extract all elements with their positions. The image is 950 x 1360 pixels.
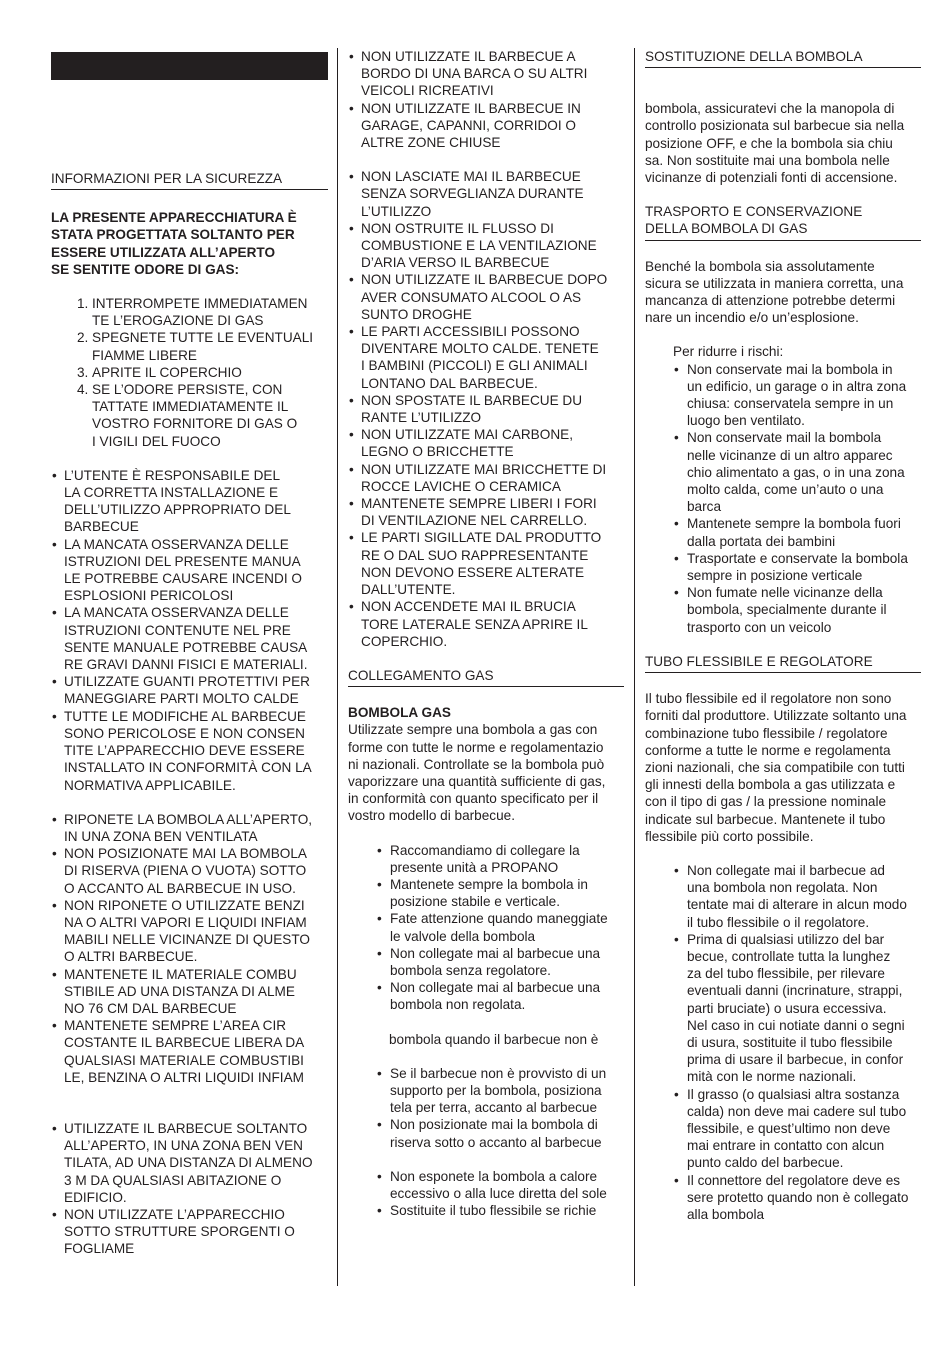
gas-steps-list [51,295,328,450]
list-item [673,1086,921,1172]
list-item-line: chio alimentato a gas, o in una zona [687,464,905,480]
step-line: VOSTRO FORNITORE DI GAS O [92,416,298,432]
list-item-line: D’ARIA VERSO IL BARBECUE [361,255,550,271]
list-item [51,1120,328,1206]
list-item-line: TORE LATERALE SENZA APRIRE IL [361,616,588,632]
list-item [51,1017,328,1086]
text-line: DELLA BOMBOLA DI GAS [645,221,808,237]
list-item-line: COMBUSTIONE E LA VENTILAZIONE [361,238,597,254]
list-item-line: COPERCHIO. [361,633,448,649]
list-item-line: • NON RIPONETE O UTILIZZATE BENZI [64,897,305,913]
list-item [673,584,921,636]
gas-connection-heading: COLLEGAMENTO GAS [348,667,624,687]
text-line: combinazione tubo flessibile / regolatore [645,725,888,741]
list-item-line: • LE PARTI ACCESSIBILI POSSONO [361,324,580,340]
list-item-line: una bombola non regolata. Non [687,880,878,896]
text-line: forme con tutte le norme e regolamentazio [348,739,604,755]
list-item-line: SOTTO STRUTTURE SPORGENTI O [64,1224,295,1240]
numbered-step [51,295,328,329]
list-item-line: • NON UTILIZZATE MAI BRICCHETTE DI [361,461,607,477]
list-item [51,673,328,707]
list-item-line: bombola senza regolatore. [390,962,551,978]
column-divider-left [337,48,338,1286]
text-line: sa. Non sostituite mai una bombola nelle [645,152,890,168]
hose-paragraph [645,690,921,845]
list-item-line: barca [687,499,722,515]
text-line: LA PRESENTE APPARECCHIATURA È [51,210,297,226]
list-item-line: • LA MANCATA OSSERVANZA DELLE [64,605,289,621]
list-item-line: posizione stabile e verticale. [390,894,561,910]
list-item [376,979,624,1013]
list-item-line: • Non posizionate mai la bombola di [390,1117,598,1133]
list-item-line: • TUTTE LE MODIFICHE AL BARBECUE [64,708,306,724]
list-item-line: trasporto con un veicolo [687,619,832,635]
list-item-line: SUNTO DROGHE [361,306,472,322]
safety-list-1 [51,467,328,794]
list-item-line: eventuali danni (incrinature, strappi, [687,983,903,999]
list-item-line: flessibile, e quest’ultimo non deve [687,1120,891,1136]
list-item-line: • NON OSTRUITE IL FLUSSO DI [361,220,554,236]
list-item [51,845,328,897]
step-line: SPEGNETE TUTTE LE EVENTUALI [92,330,314,346]
cylinder-list-1 [376,842,624,1014]
list-item [51,897,328,966]
list-item-line: MANEGGIARE PARTI MOLTO CALDE [64,691,299,707]
list-item-line: • UTILIZZATE GUANTI PROTETTIVI PER [64,674,310,690]
list-item-line: • Non esponete la bombola a calore [390,1168,598,1184]
list-item-line: VEICOLI RICREATIVI [361,83,494,99]
step-line: TATTATE IMMEDIATAMENTE IL [92,399,289,415]
list-item-line: • NON UTILIZZATE L’APPARECCHIO [64,1206,285,1222]
text-line: bombola, assicuratevi che la manopola di [645,101,895,117]
list-item-line: • Mantenete sempre la bombola in [390,876,588,892]
column-middle [348,48,624,1219]
cylinder-paragraph [348,721,624,824]
list-item-line: LEGNO O BRICCHETTE [361,444,514,460]
list-item-line: • Il grasso (o qualsiasi altra sostanza [687,1086,900,1102]
numbered-step [51,364,328,381]
text-line: vostro modello di barbecue. [348,808,515,824]
step-number: 1. [77,296,89,312]
list-item [51,467,328,536]
list-item [376,842,624,876]
list-item-line: mità con le norme nazionali. [687,1069,857,1085]
list-item-line: IN UNA ZONA BEN VENTILATA [64,828,258,844]
list-item [51,1206,328,1258]
list-item-line: DELL’UTILIZZO APPROPRIATO DEL [64,502,291,518]
safety-heading: INFORMAZIONI PER LA SICUREZZA [51,170,328,190]
list-item-line: I BAMBINI (PICCOLI) E GLI ANIMALI [361,358,588,374]
list-item-line: ALTRE ZONE CHIUSE [361,135,501,151]
cylinder-list-2 [376,1065,624,1151]
list-item [673,1172,921,1224]
list-item-line: DI RISERVA (PIENA O VUOTA) SOTTO [64,863,307,879]
hose-regulator-heading: TUBO FLESSIBILE E REGOLATORE [645,653,921,673]
list-item-line: LE POTREBBE CAUSARE INCENDI O [64,571,302,587]
list-item-line: • Trasportate e conservate la bombola [687,550,908,566]
step-line: FIAMME LIBERE [92,347,197,363]
list-item-line: RANTE L’UTILIZZO [361,410,482,426]
list-item-line: ALL’APERTO, IN UNA ZONA BEN VEN [64,1138,303,1154]
text-line: STATA PROGETTATA SOLTANTO PER [51,227,295,243]
text-line: posizione OFF, e che la bombola sia chiu [645,135,893,151]
list-item-line: FOGLIAME [64,1241,135,1257]
text-line: vaporizzare una quantità sufficiente di gas, [348,773,606,789]
numbered-step [51,381,328,450]
list-item-line: COSTANTE IL BARBECUE LIBERA DA [64,1035,305,1051]
list-item-line: bombola, specialmente durante il [687,602,887,618]
list-item [673,361,921,430]
column-divider-right [634,48,635,1286]
text-line: forniti dal produttore. Utilizzate soltanto una [645,708,907,724]
text-line: conforme a tutte le norme e regolamenta [645,742,891,758]
list-item-line: ESPLOSIONI PERICOLOSI [64,588,234,604]
text-line: zioni nazionali, che sia compatibile con tutti [645,759,905,775]
list-item-line: ISTRUZIONI DEL PRESENTE MANUA [64,553,301,569]
list-item-line: • LA MANCATA OSSERVANZA DELLE [64,536,289,552]
warning-list-2 [348,168,624,650]
cylinder-loose-line: bombola quando il barbecue non è [389,1031,599,1047]
list-item [376,876,624,910]
list-item-line: • Non fumate nelle vicinanze della [687,585,883,601]
text-line: sicura se utilizzata in maniera corretta, una [645,275,904,291]
list-item [51,708,328,794]
list-item-line: RE O DAL SUO RAPPRESENTANTE [361,547,589,563]
step-line: I VIGILI DEL FUOCO [92,433,221,449]
list-item-line: prima di usare il barbecue, in confor [687,1052,904,1068]
list-item [51,811,328,845]
list-item [348,392,624,426]
list-item-line: il tubo flessibile o il regolatore. [687,914,870,930]
cylinder-replacement-paragraph [645,100,921,186]
list-item-line: BORDO DI UNA BARCA O SU ALTRI [361,66,588,82]
list-item-line: • Prima di qualsiasi utilizzo del bar [687,931,885,947]
list-item-line: 3 M DA QUALSIASI ABITAZIONE O [64,1172,282,1188]
cylinder-list-3 [376,1168,624,1220]
list-item [376,1116,624,1150]
list-item [348,168,624,220]
cylinder-replacement-heading: SOSTITUZIONE DELLA BOMBOLA [645,48,921,68]
list-item [51,604,328,673]
list-item-line: RE GRAVI DANNI FISICI E MATERIALI. [64,657,308,673]
list-item-line: • Non collegate mai il barbecue ad [687,862,885,878]
list-item-line: STIBILE AD UNA DISTANZA DI ALME [64,983,295,999]
text-line: vicinanze di potenziali fonti di accensione. [645,170,898,186]
list-item-line: DIVENTARE MOLTO CALDE. TENETE [361,341,599,357]
list-item-line: • Raccomandiamo di collegare la [390,842,580,858]
list-item-line: SONO PERICOLOSE E NON CONSEN [64,725,305,741]
list-item-line: • Non collegate mai al barbecue una [390,980,601,996]
numbered-step [51,329,328,363]
list-item-line: supporto per la bombola, posiziona [390,1082,602,1098]
text-line: ni nazionali. Controllate se la bombola può [348,756,605,772]
list-item [673,862,921,931]
list-item-line: LA CORRETTA INSTALLAZIONE E [64,485,279,501]
list-item-line: • MANTENETE SEMPRE LIBERI I FORI [361,496,597,512]
list-item-line: QUALSIASI MATERIALE COMBUSTIBI [64,1052,304,1068]
list-item-line: DALL’UTENTE. [361,582,456,598]
list-item [348,495,624,529]
outdoor-warning [51,209,328,278]
list-item-line: parti bruciate) o usura eccessiva. [687,1000,887,1016]
list-item-line: • NON UTILIZZATE IL BARBECUE A [361,49,576,64]
list-item-line: TILATA, AD UNA DISTANZA DI ALMENO [64,1155,313,1171]
hose-list [673,862,921,1223]
list-item-line: • LE PARTI SIGILLATE DAL PRODUTTO [361,530,602,546]
list-item-line: BARBECUE [64,519,139,535]
list-item-line: GARAGE, CAPANNI, CORRIDOI O [361,117,577,133]
list-item-line: alla bombola [687,1206,765,1222]
list-item-line: SENTE MANUALE POTREBBE CAUSA [64,639,308,655]
step-line: TE L’EROGAZIONE DI GAS [92,313,264,329]
list-item-line: eccessivo o alla luce diretta del sole [390,1185,607,1201]
list-item [348,426,624,460]
list-item-line: • RIPONETE LA BOMBOLA ALL’APERTO, [64,811,313,827]
text-line: indicate sul barbecue. Mantenete il tubo [645,811,886,827]
list-item-line: • NON ACCENDETE MAI IL BRUCIA [361,599,576,615]
text-line: in conformità con quanto specificato per il [348,791,599,807]
list-item-line: SENZA SORVEGLIANZA DURANTE [361,186,584,202]
transport-heading [645,203,921,240]
list-item [348,271,624,323]
safety-list-3 [51,1120,328,1258]
list-item-line: O ACCANTO AL BARBECUE IN USO. [64,880,296,896]
warning-list-1 [348,48,624,151]
list-item-line: tentate mai di alterare in alcun modo [687,897,907,913]
list-item-line: • Non conservate mail la bombola [687,430,882,446]
list-item-line: riserva sotto o accanto al barbecue [390,1134,602,1150]
list-item [348,598,624,650]
text-line: Il tubo flessibile ed il regolatore non sono [645,691,892,707]
list-item-line: • NON UTILIZZATE IL BARBECUE IN [361,100,581,116]
text-line: SE SENTITE ODORE DI GAS: [51,261,240,277]
list-item-line: bombola non regolata. [390,997,526,1013]
list-item-line: presente unità a PROPANO [390,859,559,875]
list-item-line: • NON POSIZIONATE MAI LA BOMBOLA [64,846,307,862]
list-item-line: ISTRUZIONI CONTENUTE NEL PRE [64,622,291,638]
list-item [673,550,921,584]
list-item-line: • NON UTILIZZATE IL BARBECUE DOPO [361,272,608,288]
list-item-line: • Se il barbecue non è provvisto di un [390,1065,607,1081]
list-item-line: ROCCE LAVICHE O CERAMICA [361,478,561,494]
list-item-line: • UTILIZZATE IL BARBECUE SOLTANTO [64,1120,308,1136]
step-number: 3. [77,364,89,380]
text-line: gli innesti della bombola a gas utilizzata e [645,777,896,793]
list-item [348,461,624,495]
list-item-line: LONTANO DAL BARBECUE. [361,375,538,391]
transport-paragraph [645,258,921,327]
text-line: nare un incendio e/o un’esplosione. [645,310,859,326]
list-item-line: • NON SPOSTATE IL BARBECUE DU [361,392,583,408]
risk-list [673,361,921,636]
step-line: INTERROMPETE IMMEDIATAMEN [92,296,308,312]
list-item-line: MABILI NELLE VICINANZE DI QUESTO [64,932,311,948]
list-item-line: luogo ben ventilato. [687,413,805,429]
list-item [376,1065,624,1117]
text-line: Benché la bombola sia assolutamente [645,258,875,274]
list-item-line: • MANTENETE SEMPRE L’AREA CIR [64,1018,287,1034]
list-item-line: NON DEVONO ESSERE ALTERATE [361,564,585,580]
step-number: 2. [77,330,89,346]
list-item-line: sempre in posizione verticale [687,568,863,584]
column-right [645,48,921,1223]
list-item [376,945,624,979]
list-item-line: LE, BENZINA O ALTRI LIQUIDI INFIAM [64,1069,304,1085]
list-item-line: DI VENTILAZIONE NEL CARRELLO. [361,513,588,529]
list-item-line: INSTALLATO IN CONFORMITÀ CON LA [64,760,312,776]
list-item-line: • L’UTENTE È RESPONSABILE DEL [64,467,281,483]
list-item [673,515,921,549]
text-line: TRASPORTO E CONSERVAZIONE [645,204,863,220]
list-item-line: sere protetto quando non è collegato [687,1189,909,1205]
list-item [376,1202,624,1219]
list-item-line: un edificio, un garage o in altra zona [687,378,907,394]
list-item-line: L’UTILIZZO [361,203,432,219]
list-item-line: tela per terra, accanto al barbecue [390,1100,598,1116]
list-item [348,48,624,100]
list-item-line: AVER CONSUMATO ALCOOL O AS [361,289,582,305]
safety-list-2 [51,811,328,1086]
list-item-line: za del tubo flessibile, per rilevare [687,966,885,982]
list-item-line: • Non collegate mai al barbecue una [390,945,601,961]
risk-intro: Per ridurre i rischi: [673,344,784,360]
list-item-line: Nel caso in cui notiate danni o segni [687,1017,905,1033]
list-item-line: • Sostituite il tubo flessibile se richie [390,1203,597,1219]
text-line: ESSERE UTILIZZATA ALL’APERTO [51,244,276,260]
cylinder-title: BOMBOLA GAS [348,705,451,721]
list-item [673,429,921,515]
list-item-line: di usura, sostituite il tubo flessibile [687,1034,893,1050]
list-item-line: mai entrare in contatto con alcun [687,1138,885,1154]
list-item-line: molto calda, come un’auto o una [687,482,884,498]
list-item [51,966,328,1018]
list-item-line: calda) non deve mai cadere sul tubo [687,1103,907,1119]
list-item-line: • MANTENETE IL MATERIALE COMBU [64,966,297,982]
list-item-line: NO 76 CM DAL BARBECUE [64,1000,237,1016]
list-item-line: • Fate attenzione quando maneggiate [390,911,608,927]
text-line: flessibile più corto possibile. [645,828,814,844]
step-number: 4. [77,382,89,398]
list-item-line: nelle vicinanze di un altro apparec [687,447,893,463]
list-item [376,1168,624,1202]
list-item-line: EDIFICIO. [64,1189,127,1205]
list-item [348,220,624,272]
list-item-line: TITE L’APPARECCHIO DEVE ESSERE [64,743,305,759]
list-item-line: NORMATIVA APPLICABILE. [64,777,236,793]
text-line: controllo posizionata sul barbecue sia nella [645,118,905,134]
list-item-line: • NON LASCIATE MAI IL BARBECUE [361,169,581,185]
step-line: APRITE IL COPERCHIO [92,364,242,380]
text-line: con il tipo di gas / la pressione nominale [645,794,887,810]
text-line: mancanza di attenzione potrebbe determi [645,293,896,309]
list-item [51,536,328,605]
list-item-line: dalla portata dei bambini [687,533,836,549]
step-line: SE L’ODORE PERSISTE, CON [92,382,283,398]
list-item [376,910,624,944]
list-item-line: • Mantenete sempre la bombola fuori [687,516,901,532]
list-item-line: punto caldo del barbecue. [687,1155,844,1171]
list-item [348,323,624,392]
list-item [673,931,921,1086]
list-item-line: O ALTRI BARBECUE. [64,949,198,965]
list-item-line: le valvole della bombola [390,928,536,944]
list-item-line: chiusa: conservatela sempre in un [687,396,894,412]
text-line: Utilizzate sempre una bombola a gas con [348,722,598,738]
list-item [348,100,624,152]
list-item-line: NA O ALTRI VAPORI E LIQUIDI INFIAM [64,914,307,930]
list-item-line: becue, controllate tutta la lunghez [687,948,891,964]
list-item [348,529,624,598]
header-black-bar [51,52,328,80]
list-item-line: • NON UTILIZZATE MAI CARBONE, [361,427,573,443]
list-item-line: • Il connettore del regolatore deve es [687,1172,901,1188]
list-item-line: • Non conservate mai la bombola in [687,361,893,377]
column-left [51,48,328,1258]
